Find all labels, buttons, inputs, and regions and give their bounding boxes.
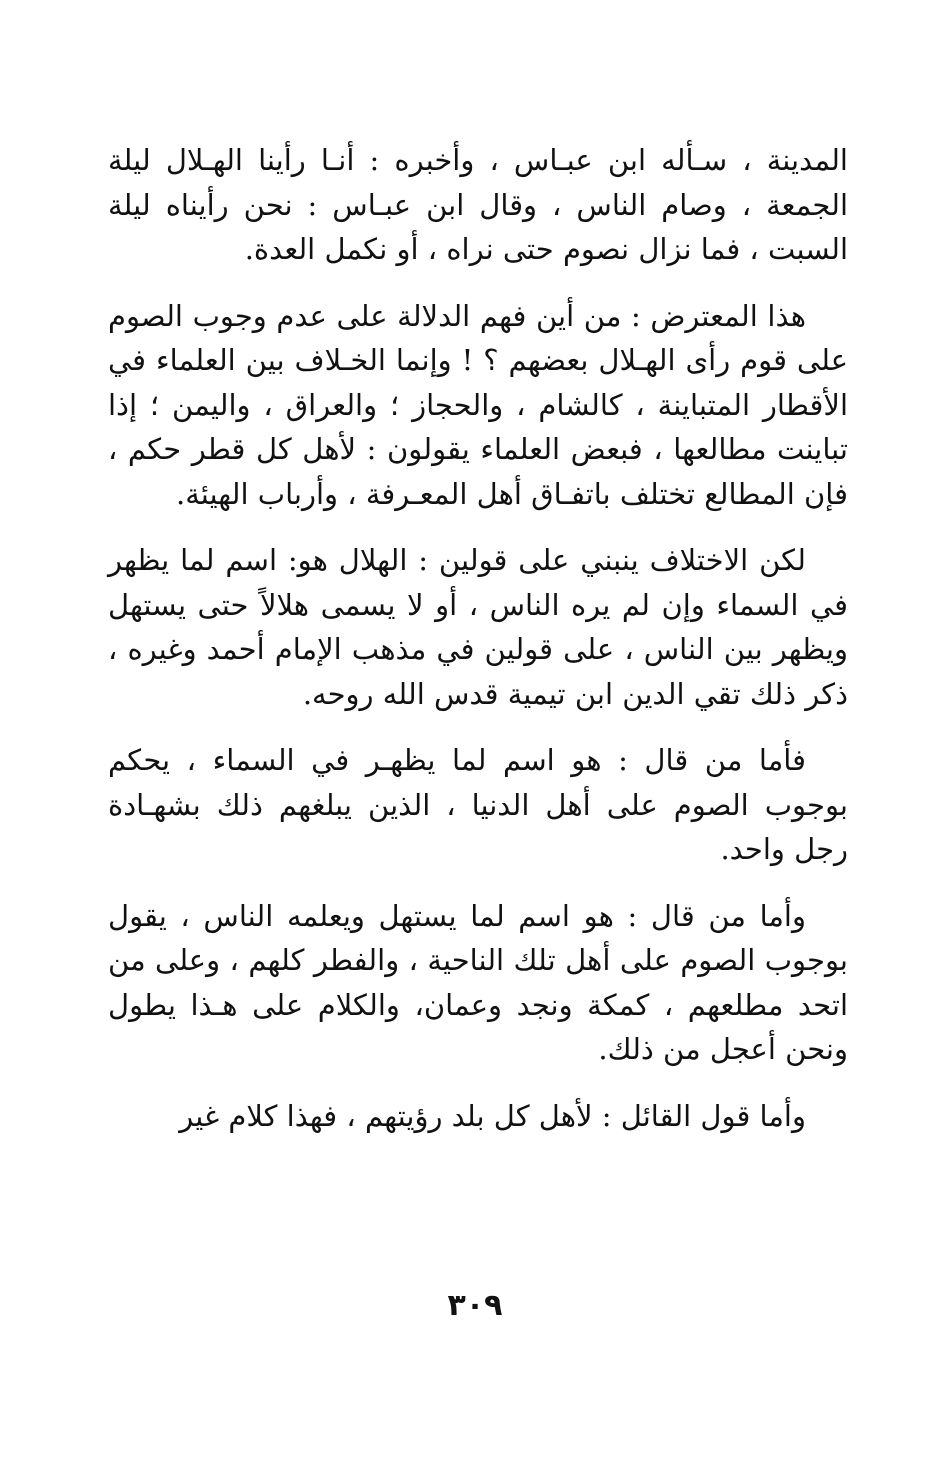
paragraph-5: وأما من قال : هو اسم لما يستهل ويعلمه الناس ، يقول بوجوب الصوم على أهل تلك الناحية ، والفطر كلهم ، وعلى من اتحد مطلعهم ، كمكة ونجد وعمان، والكلام على هـذا يطول ونحن أعجل من ذلك.: [108, 898, 848, 1066]
body-text: [108, 138, 848, 1138]
paragraph-4: فأما من قال : هو اسم لما يظهـر في السماء ، يحكم بوجوب الصوم على أهل الدنيا ، الذين يبلغهم ذلك بشهـادة رجل واحد.: [108, 743, 848, 866]
paragraph-2: هذا المعترض : من أين فهم الدلالة على عدم وجوب الصوم على قوم رأى الهـلال بعضهم ؟ ! وإنما الخـلاف بين العلماء في الأقطار المتباينة ، كالشام ، والحجاز ؛ والعراق ، واليمن ؛ إذا تباينت مطالعها ، فبعض العلماء يقولون : لأهل كل قطر حكم ، فإن المطالع تختلف باتفـاق أهل المعـرفة ، وأرباب الهيئة.: [108, 298, 848, 511]
page-number: ٣٠٩: [447, 1288, 503, 1323]
paragraph-1: المدينة ، سـأله ابن عبـاس ، وأخبره : أنـا رأينا الهـلال ليلة الجمعة ، وصام الناس ، وقال ابن عبـاس : نحن رأيناه ليلة السبت ، فما نزال نصوم حتى نراه ، أو نكمل العدة.: [108, 143, 848, 266]
paragraph-3: لكن الاختلاف ينبني على قولين : الهلال هو: اسم لما يظهر في السماء وإن لم يره الناس ، أو لا يسمى هلالاً حتى يستهل ويظهر بين الناس ، على قولين في مذهب الإمام أحمد وغيره ، ذكر ذلك تقي الدين ابن تيمية قدس الله روحه.: [108, 543, 848, 711]
paragraph-6: وأما قول القائل : لأهل كل بلد رؤيتهم ، فهذا كلام غير: [179, 1098, 806, 1133]
